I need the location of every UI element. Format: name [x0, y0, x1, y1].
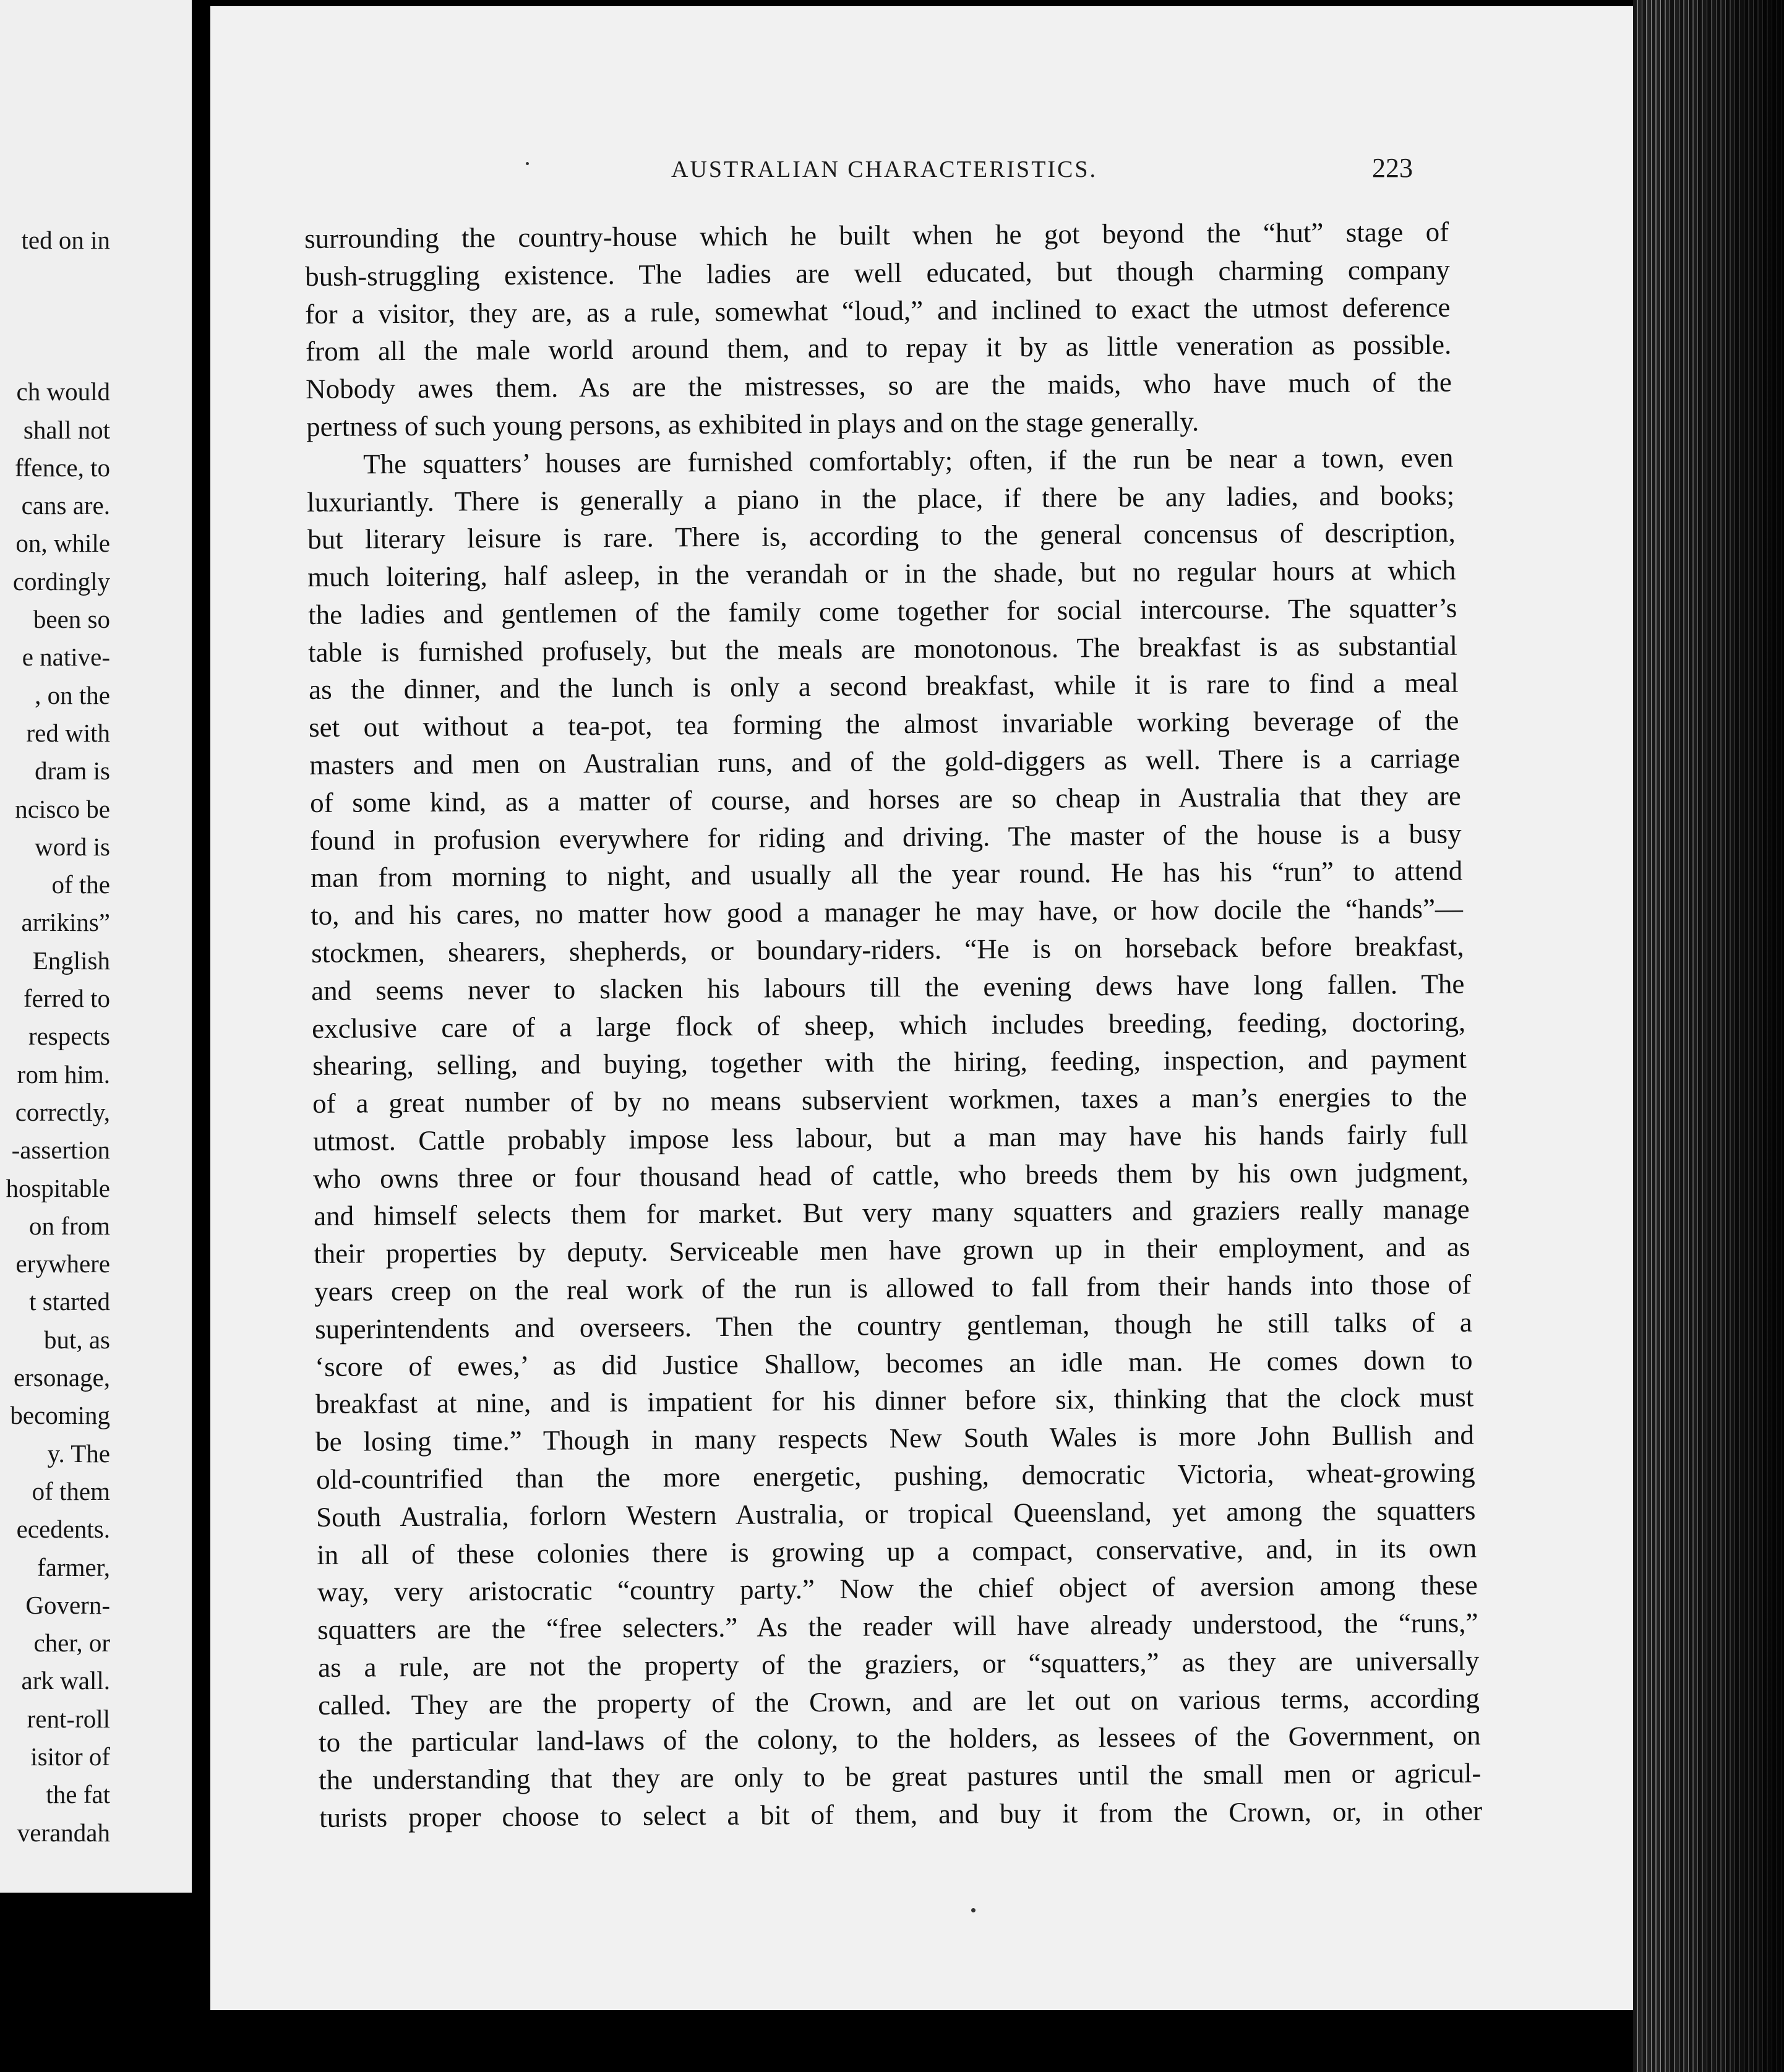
facing-page-line: verandah [17, 1818, 110, 1847]
facing-page-line: rom him. [17, 1060, 110, 1089]
facing-page-line: correctly, [15, 1097, 110, 1126]
body-line: as the dinner, and the lunch is only a second breakfast, while it is rare to find a meal [308, 667, 1459, 706]
body-line: the understanding that they are only to be great pastures until the small men or agricul- [319, 1757, 1482, 1796]
body-line: shearing, selling, and buying, together with the hiring, feeding, inspection, and payment [312, 1043, 1467, 1082]
body-line: to, and his cares, no matter how good a manager he may have, or how docile the “hands”— [311, 893, 1464, 931]
facing-page-line: -assertion [11, 1136, 110, 1165]
facing-page-line: t started [29, 1287, 110, 1316]
facing-page-line: y. The [47, 1439, 110, 1468]
body-line: called. They are the property of the Crown, and are let out on various terms, according [318, 1682, 1480, 1721]
body-line: surrounding the country-house which he built when he got beyond the “hut” stage of [304, 216, 1449, 254]
facing-page-line: the fat [46, 1780, 110, 1809]
body-line: old-countrified than the more energetic, pushing, democratic Victoria, wheat-growing [315, 1457, 1475, 1495]
facing-page-line: word is [35, 832, 110, 861]
facing-page-line: arrikins” [21, 908, 110, 937]
book-gutter [192, 0, 210, 2072]
facing-page-line: respects [28, 1022, 110, 1051]
body-line: The squatters’ houses are furnished comfortably; often, if the run be near a town, even [363, 442, 1454, 480]
facing-page-line: of the [51, 870, 110, 899]
facing-page-line: cans are. [21, 491, 110, 520]
speck-mark [526, 162, 529, 165]
body-line: but literary leisure is rare. There is, according to the general concensus of description, [307, 516, 1456, 555]
body-line: table is furnished profusely, but the meals are monotonous. The breakfast is as substantial [308, 630, 1458, 668]
body-line: pertness of such young persons, as exhibited in plays and on the stage generally. [306, 406, 1199, 442]
facing-page-line: cher, or [33, 1629, 110, 1658]
body-line: stockmen, shearers, shepherds, or boundary-riders. “He is on horseback before breakfast, [311, 930, 1464, 969]
facing-page-line: dram is [35, 756, 110, 786]
body-line: the ladies and gentlemen of the family come together for social intercourse. The squatter’s [307, 592, 1457, 630]
speck-mark [971, 1908, 976, 1912]
body-line: years creep on the real work of the run is allowed to fall from their hands into those of [314, 1269, 1472, 1307]
facing-page-line: ferred to [24, 984, 110, 1012]
facing-page-line: rent-roll [27, 1704, 110, 1733]
body-line: breakfast at nine, and is impatient for his dinner before six, thinking that the clock must [315, 1381, 1474, 1420]
body-line: to the particular land-laws of the colony, to the holders, as lessees of the Government, on [318, 1719, 1481, 1758]
facing-page-line: ersonage, [14, 1363, 110, 1392]
facing-page-line: , on the [35, 680, 110, 709]
facing-page-line: ted on in [21, 226, 110, 254]
body-line: their properties by deputy. Serviceable men have grown up in their employment, and as [314, 1231, 1470, 1270]
facing-page-line: ark wall. [21, 1666, 110, 1695]
body-line: turists proper choose to select a bit of them, and buy it from the Crown, or, in other [319, 1795, 1483, 1833]
body-line: and himself selects them for market. But very many squatters and graziers really manage [313, 1194, 1470, 1232]
body-line: South Australia, forlorn Western Australia, or tropical Queensland, yet among the squatters [316, 1494, 1476, 1533]
body-line: way, very aristocratic “country party.” Now the chief object of aversion among these [317, 1569, 1478, 1608]
body-line: ‘score of ewes,’ as did Justice Shallow, becomes an idle man. He comes down to [315, 1344, 1473, 1382]
facing-page-line: e native- [22, 643, 110, 672]
body-line: squatters are the “free selecters.” As the reader will have already understood, the “runs,” [317, 1607, 1478, 1646]
facing-page-line: on, while [15, 529, 110, 558]
page-number: 223 [1372, 153, 1413, 183]
facing-page-line: becoming [10, 1401, 110, 1430]
facing-page-line: ch would [16, 377, 110, 406]
body-line: much loitering, half asleep, in the verandah or in the shade, but no regular hours at which [307, 554, 1456, 593]
facing-page-line: on from [29, 1211, 110, 1240]
facing-page-line: farmer, [37, 1552, 110, 1582]
facing-page-line: ncisco be [15, 794, 110, 823]
facing-page-line: red with [26, 718, 110, 747]
facing-page-line: shall not [23, 415, 110, 444]
facing-page-line: Govern- [25, 1590, 110, 1619]
body-line: and seems never to slacken his labours till the evening dews have long fallen. The [311, 968, 1465, 1006]
body-line: from all the male world around them, and to repay it by as little veneration as possible. [305, 329, 1452, 367]
facing-page-line: isitor of [30, 1742, 110, 1771]
body-line: who owns three or four thousand head of cattle, who breeds them by his own judgment, [313, 1156, 1469, 1194]
body-line: of a great number of by no means subservient workmen, taxes a man’s energies to the [312, 1081, 1467, 1119]
facing-page-line: ecedents. [16, 1515, 110, 1544]
body-line: be losing time.” Though in many respects New South Wales is more John Bullish and [315, 1419, 1475, 1458]
facing-page-line: been so [33, 605, 110, 633]
body-line: found in profusion everywhere for riding and driving. The master of the house is a busy [310, 818, 1462, 856]
body-line: as a rule, are not the property of the graziers, or “squatters,” as they are universally [317, 1645, 1480, 1683]
facing-page-line: but, as [43, 1325, 110, 1354]
facing-page-line: cordingly [12, 567, 110, 596]
facing-page [0, 0, 192, 1893]
body-line: Nobody awes them. As are the mistresses, so are the maids, who have much of the [306, 366, 1452, 405]
body-line: utmost. Cattle probably impose less labour, but a man may have his hands fairly full [312, 1118, 1469, 1157]
body-line: set out without a tea-pot, tea forming the almost invariable working beverage of the [309, 704, 1459, 743]
body-line: man from morning to night, and usually all the year round. He has his “run” to attend [310, 855, 1463, 894]
body-line: for a visitor, they are, as a rule, somewhat “loud,” and inclined to exact the utmost deference [305, 291, 1451, 330]
body-line: in all of these colonies there is growing up a compact, conservative, and, in its own [316, 1532, 1477, 1570]
body-line: superintendents and overseers. Then the country gentleman, though he still talks of a [314, 1306, 1472, 1345]
body-line: masters and men on Australian runs, and of the gold-diggers as well. There is a carriage [309, 742, 1460, 781]
facing-page-line: ffence, to [14, 453, 110, 482]
running-head: AUSTRALIAN CHARACTERISTICS. [671, 156, 1098, 182]
body-line: bush-struggling existence. The ladies are well educated, but though charming company [304, 254, 1450, 292]
body-line: exclusive care of a large flock of sheep, which includes breeding, feeding, doctoring, [311, 1006, 1466, 1044]
facing-page-line: English [32, 946, 110, 975]
body-line: luxuriantly. There is generally a piano in the place, if there be any ladies, and books; [306, 479, 1455, 518]
facing-page-line: of them [32, 1476, 110, 1505]
body-line: of some kind, as a matter of course, and horses are so cheap in Australia that they are [309, 780, 1461, 818]
facing-page-line: erywhere [15, 1249, 110, 1278]
facing-page-line: hospitable [6, 1173, 110, 1202]
